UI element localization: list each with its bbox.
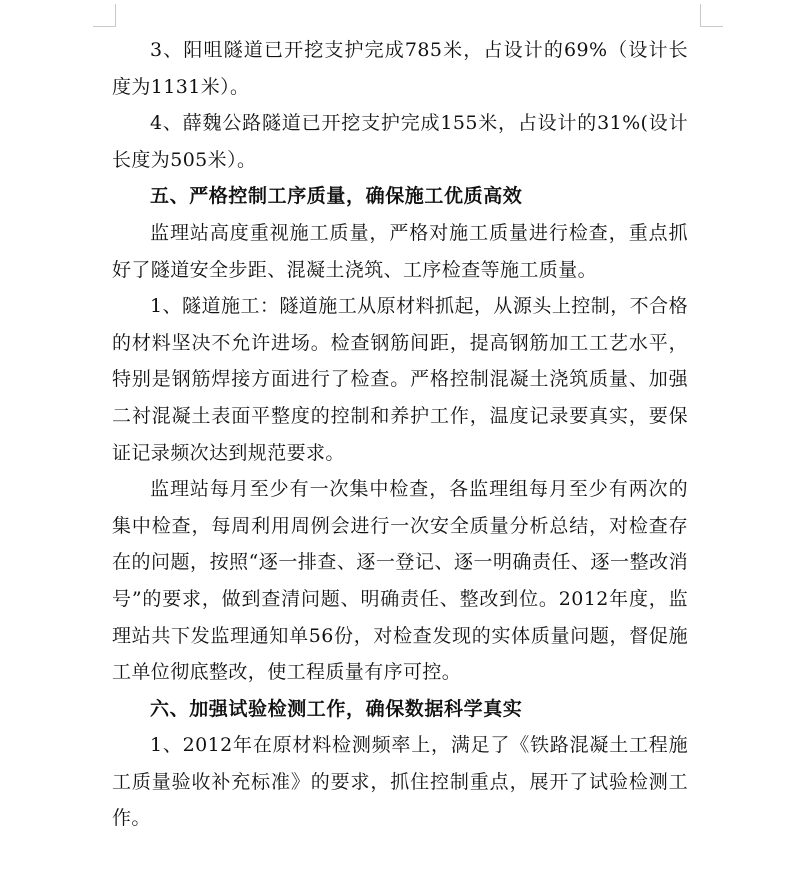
paragraph-tunnel-construction: 1、隧道施工：隧道施工从原材料抓起，从源头上控制，不合格的材料坚决不允许进场。检查钢筋间距，提高钢筋加工工艺水平，特别是钢筋焊接方面进行了检查。严格控制混凝土浇筑质量、加强二衬混凝土表面平整度的控制和养护工作，温度记录要真实，要保证记录频次达到规范要求。: [112, 295, 688, 464]
document-body[interactable]: [112, 32, 688, 837]
paragraph-tunnel-progress-yangju: 3、阳咀隧道已开挖支护完成785米，占设计的69%（设计长度为1131米）。: [112, 39, 688, 98]
paragraph-testing-2012: 1、2012年在原材料检测频率上，满足了《铁路混凝土工程施工质量验收补充标准》的要求，抓住控制重点，展开了试验检测工作。: [112, 734, 688, 830]
paragraph-inspection-routine: 监理站每月至少有一次集中检查，各监理组每月至少有两次的集中检查，每周利用周例会进行一次安全质量分析总结，对检查存在的问题，按照“逐一排查、逐一登记、逐一明确责任、逐一整改消号”的要求，做到查清问题、明确责任、整改到位。2012年度，监理站共下发监理通知单56份，对检查发现的实体质量问题，督促施工单位彻底整改，使工程质量有序可控。: [112, 478, 688, 684]
margin-corner-mark-top-right: [700, 4, 723, 27]
section-heading-five: 五、严格控制工序质量，确保施工优质高效: [150, 185, 523, 208]
margin-corner-mark-top-left: [93, 4, 116, 27]
paragraph-quality-overview: 监理站高度重视施工质量，严格对施工质量进行检查，重点抓好了隧道安全步距、混凝土浇筑、工序检查等施工质量。: [112, 221, 688, 281]
section-heading-six: 六、加强试验检测工作，确保数据科学真实: [150, 697, 523, 720]
paragraph-tunnel-progress-xuewei: 4、薛魏公路隧道已开挖支护完成155米，占设计的31%(设计长度为505米）。: [112, 112, 688, 171]
